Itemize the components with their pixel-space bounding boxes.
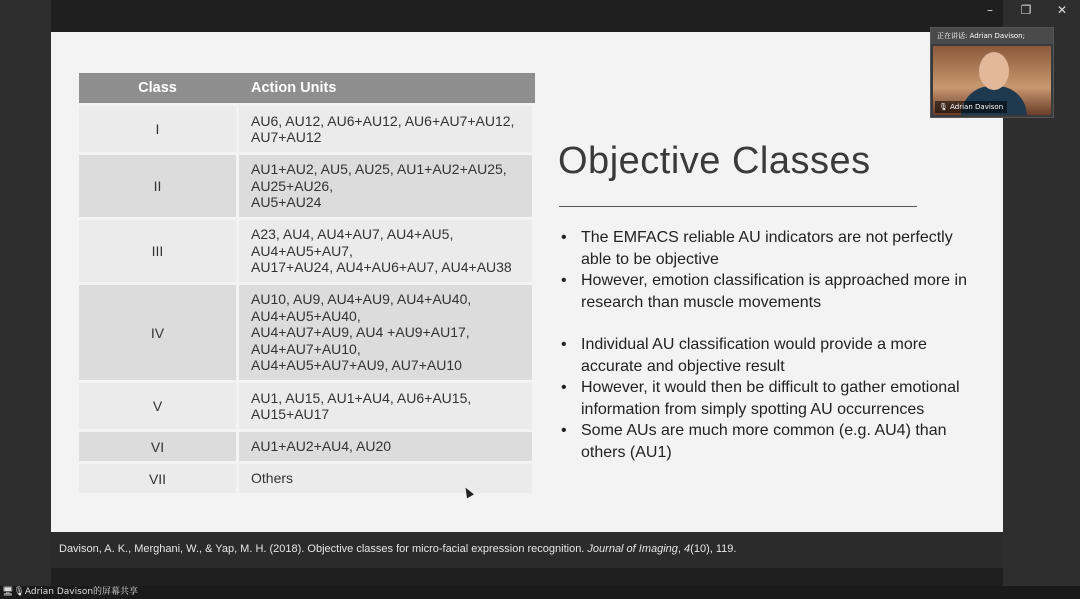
- units-cell: [239, 220, 532, 282]
- units-line: AU7+AU12: [251, 129, 322, 145]
- screen-share-bar: [0, 586, 1080, 599]
- units-cell: [239, 464, 532, 493]
- units-header: Action Units: [239, 73, 532, 103]
- slide-title: Objective Classes: [558, 140, 871, 182]
- title-divider: [559, 206, 917, 207]
- bullet-item: • Individual AU classification would provide a more accurate and objective result: [561, 334, 981, 377]
- units-line: AU4+AU5+AU40,: [251, 307, 361, 324]
- bullet-list: [561, 227, 981, 463]
- units-cell: [239, 383, 532, 429]
- units-line: AU4+AU7+AU9, AU4 +AU9+AU17,: [251, 324, 470, 341]
- bullet-item: • However, it would then be difficult to gather emotional information from simply spotting AU occurrences: [561, 377, 981, 420]
- table-row: [79, 155, 535, 217]
- units-line: AU1+AU2+AU4, AU20: [251, 438, 392, 455]
- screen-share-label[interactable]: 🖥🎙Adrian Davison的屏幕共享: [2, 587, 139, 597]
- window-controls: [972, 0, 1080, 22]
- close-button[interactable]: ✕: [1056, 3, 1068, 17]
- units-line: AU25+AU26,: [251, 177, 334, 194]
- participant-video[interactable]: [930, 27, 1054, 118]
- units-line: AU5+AU24: [251, 194, 322, 211]
- class-cell: I: [79, 106, 236, 152]
- units-line: AU10, AU9, AU4+AU9, AU4+AU40,: [251, 291, 472, 308]
- units-cell: [239, 155, 532, 217]
- units-line: A23, AU4, AU4+AU7, AU4+AU5,: [251, 226, 454, 243]
- bullet-item: • However, emotion classification is approached more in research than muscle movements: [561, 270, 981, 313]
- units-cell: [239, 432, 532, 461]
- citation-suffix: (10), 119.: [690, 543, 737, 555]
- participant-face: [979, 52, 1009, 90]
- class-cell: II: [79, 155, 236, 217]
- table-row: [79, 106, 535, 152]
- participant-name: Adrian Davison: [950, 103, 1004, 111]
- units-line: Others: [251, 470, 294, 487]
- citation-text: Davison, A. K., Merghani, W., & Yap, M. H. (2018). Objective classes for micro-facial expression recognition.: [59, 543, 588, 555]
- class-cell: VII: [79, 464, 236, 493]
- units-line: AU4+AU5+AU7+AU9, AU7+AU10: [251, 357, 462, 374]
- participant-name-tag: 🎙 Adrian Davison: [935, 101, 1007, 113]
- class-cell: VI: [79, 432, 236, 461]
- bullet-item: • Some AUs are much more common (e.g. AU4) than others (AU1): [561, 420, 981, 463]
- citation: [59, 543, 736, 555]
- citation-volume: 4: [684, 543, 691, 555]
- table-row: [79, 220, 535, 282]
- table-row: [79, 432, 535, 461]
- units-cell: [239, 285, 532, 380]
- screen-share-text: Adrian Davison的屏幕共享: [24, 587, 139, 597]
- participant-camera-feed: [933, 46, 1051, 115]
- table-row: [79, 383, 535, 429]
- speaking-indicator: 正在讲话: Adrian Davison;: [931, 28, 1053, 44]
- class-cell: III: [79, 220, 236, 282]
- citation-journal: Journal of Imaging: [587, 543, 678, 555]
- au-class-table: [79, 73, 535, 496]
- minimize-button[interactable]: –: [987, 3, 993, 17]
- units-line: AU4+AU5+AU7,: [251, 242, 353, 259]
- class-header: Class: [79, 73, 236, 103]
- citation-comma: ,: [677, 543, 685, 555]
- table-row: [79, 285, 535, 380]
- shared-slide: [51, 32, 1003, 532]
- class-cell: IV: [79, 285, 236, 380]
- bullet-item: • The EMFACS reliable AU indicators are not perfectly able to be objective: [561, 227, 981, 270]
- units-cell: [239, 106, 532, 152]
- units-line: AU1+AU2, AU5, AU25, AU1+AU2+AU25,: [251, 161, 507, 178]
- units-line: AU1, AU15, AU1+AU4, AU6+AU15,: [251, 389, 472, 406]
- left-margin: [0, 0, 51, 599]
- units-line: AU17+AU24, AU4+AU6+AU7, AU4+AU38: [251, 259, 512, 276]
- units-line: AU15+AU17: [251, 406, 330, 422]
- citation-bar: [51, 532, 1003, 568]
- maximize-button[interactable]: ❐: [1020, 3, 1032, 17]
- units-line: AU6, AU12, AU6+AU12, AU6+AU7+AU12,: [251, 112, 515, 129]
- table-header: [79, 73, 535, 103]
- class-cell: V: [79, 383, 236, 429]
- units-line: AU4+AU7+AU10,: [251, 340, 361, 357]
